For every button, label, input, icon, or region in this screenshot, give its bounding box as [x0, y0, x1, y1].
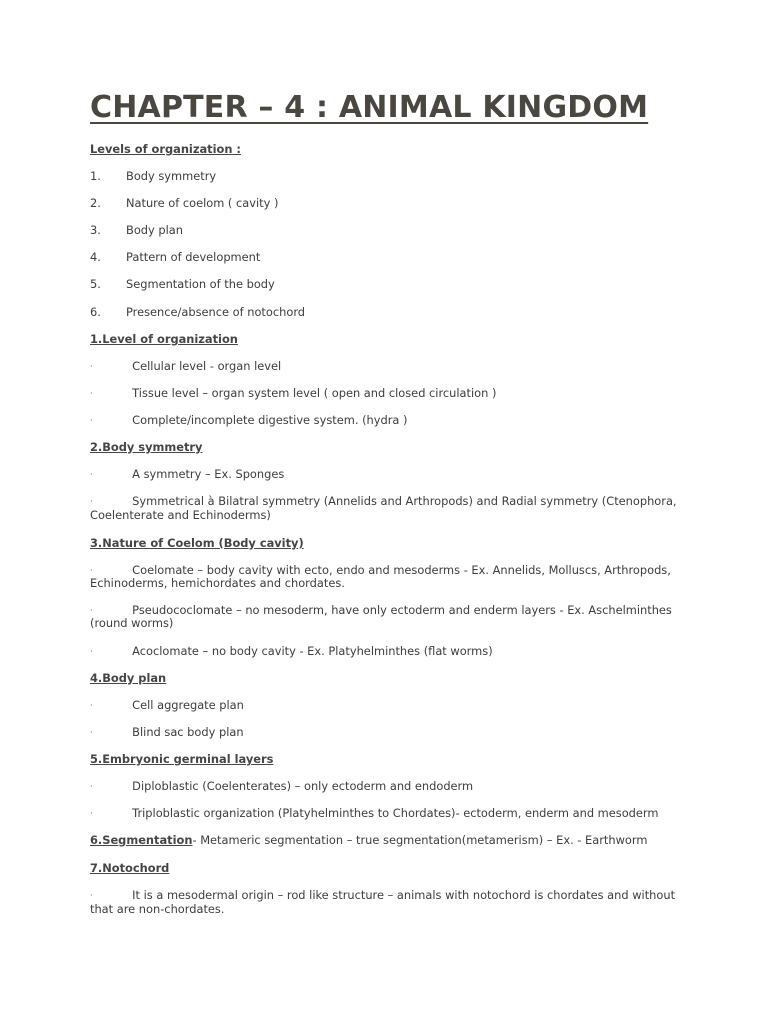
bullet-icon: · [90, 566, 93, 575]
bullet-icon: · [90, 362, 93, 371]
bullet-icon: · [90, 701, 93, 710]
bullet-text-continuation [90, 577, 680, 591]
bullet-icon: · [90, 606, 93, 615]
section-heading-body-plan: 4.Body plan [90, 671, 167, 685]
bullet-text: It is a mesodermal origin – rod like structure – animals with notochord is chordates and without [132, 888, 676, 902]
bullet-item [90, 468, 680, 483]
bullet-item [90, 780, 680, 795]
bullet-text: A symmetry – Ex. Sponges [132, 467, 285, 481]
bullet-text: Cellular level - organ level [132, 359, 282, 373]
section-heading-nature-of-coelom: 3.Nature of Coelom (Body cavity) [90, 536, 304, 550]
bullet-text: Tissue level – organ system level ( open and closed circulation ) [132, 386, 497, 400]
list-number: 4. [90, 250, 101, 264]
section-heading-body-symmetry: 2.Body symmetry [90, 440, 203, 454]
bullet-item [90, 726, 680, 741]
list-item [90, 224, 680, 238]
bullet-icon: · [90, 389, 93, 398]
bullet-text: that are non-chordates. [90, 902, 225, 916]
list-item-text: Body plan [126, 223, 183, 237]
list-item-text: Pattern of development [126, 250, 261, 264]
list-item [90, 197, 680, 211]
bullet-icon: · [90, 647, 93, 656]
bullet-text: Complete/incomplete digestive system. (hydra ) [132, 413, 408, 427]
bullet-text-continuation [90, 903, 680, 917]
bullet-icon: · [90, 782, 93, 791]
bullet-icon: · [90, 497, 93, 506]
bullet-text: Echinoderms, hemichordates and chordates. [90, 576, 345, 590]
section-heading-embryonic-germinal-layers: 5.Embryonic germinal layers [90, 752, 274, 766]
list-item [90, 251, 680, 265]
bullet-text: Acoclomate – no body cavity - Ex. Platyhelminthes (flat worms) [132, 644, 493, 658]
section-heading-segmentation: 6.Segmentation [90, 833, 193, 847]
bullet-icon: · [90, 891, 93, 900]
list-item [90, 278, 680, 292]
list-item [90, 170, 680, 184]
bullet-text: Pseudococlomate – no mesoderm, have only ectoderm and enderm layers - Ex. Aschelminthes [132, 603, 672, 617]
bullet-item [90, 387, 680, 402]
bullet-icon: · [90, 728, 93, 737]
list-number: 1. [90, 169, 101, 183]
bullet-item [90, 360, 680, 375]
page-title: CHAPTER – 4 : ANIMAL KINGDOM [90, 90, 649, 125]
segmentation-text: - Metameric segmentation – true segmentation(metamerism) – Ex. - Earthworm [192, 833, 648, 847]
list-number: 2. [90, 196, 101, 210]
list-item-text: Segmentation of the body [126, 277, 275, 291]
section-heading-notochord: 7.Notochord [90, 861, 170, 875]
list-item-text: Presence/absence of notochord [126, 305, 306, 319]
list-number: 5. [90, 277, 101, 291]
bullet-text: Blind sac body plan [132, 725, 244, 739]
segmentation-line [90, 834, 680, 848]
bullet-icon: · [90, 416, 93, 425]
bullet-text-continuation [90, 617, 680, 631]
bullet-text: Symmetrical à Bilatral symmetry (Annelids and Arthropods) and Radial symmetry (Ctenophora, [132, 494, 677, 508]
list-number: 3. [90, 223, 101, 237]
bullet-text: (round worms) [90, 616, 174, 630]
bullet-icon: · [90, 470, 93, 479]
bullet-text: Diploblastic (Coelenterates) – only ectoderm and endoderm [132, 779, 474, 793]
bullet-text: Cell aggregate plan [132, 698, 244, 712]
levels-heading: Levels of organization : [90, 142, 241, 156]
bullet-text: Coelomate – body cavity with ecto, endo and mesoderms - Ex. Annelids, Molluscs, Arthropods, [132, 563, 671, 577]
bullet-text-continuation [90, 509, 680, 523]
bullet-item [90, 414, 680, 429]
list-item-text: Nature of coelom ( cavity ) [126, 196, 279, 210]
section-heading-level-of-organization: 1.Level of organization [90, 332, 238, 346]
list-item-text: Body symmetry [126, 169, 217, 183]
bullet-text: Triploblastic organization (Platyhelminthes to Chordates)- ectoderm, enderm and mesoderm [132, 806, 659, 820]
bullet-icon: · [90, 809, 93, 818]
list-item [90, 306, 680, 320]
bullet-text: Coelenterate and Echinoderms) [90, 508, 271, 522]
bullet-item [90, 807, 680, 822]
bullet-item [90, 645, 680, 660]
list-number: 6. [90, 305, 101, 319]
bullet-item [90, 699, 680, 714]
